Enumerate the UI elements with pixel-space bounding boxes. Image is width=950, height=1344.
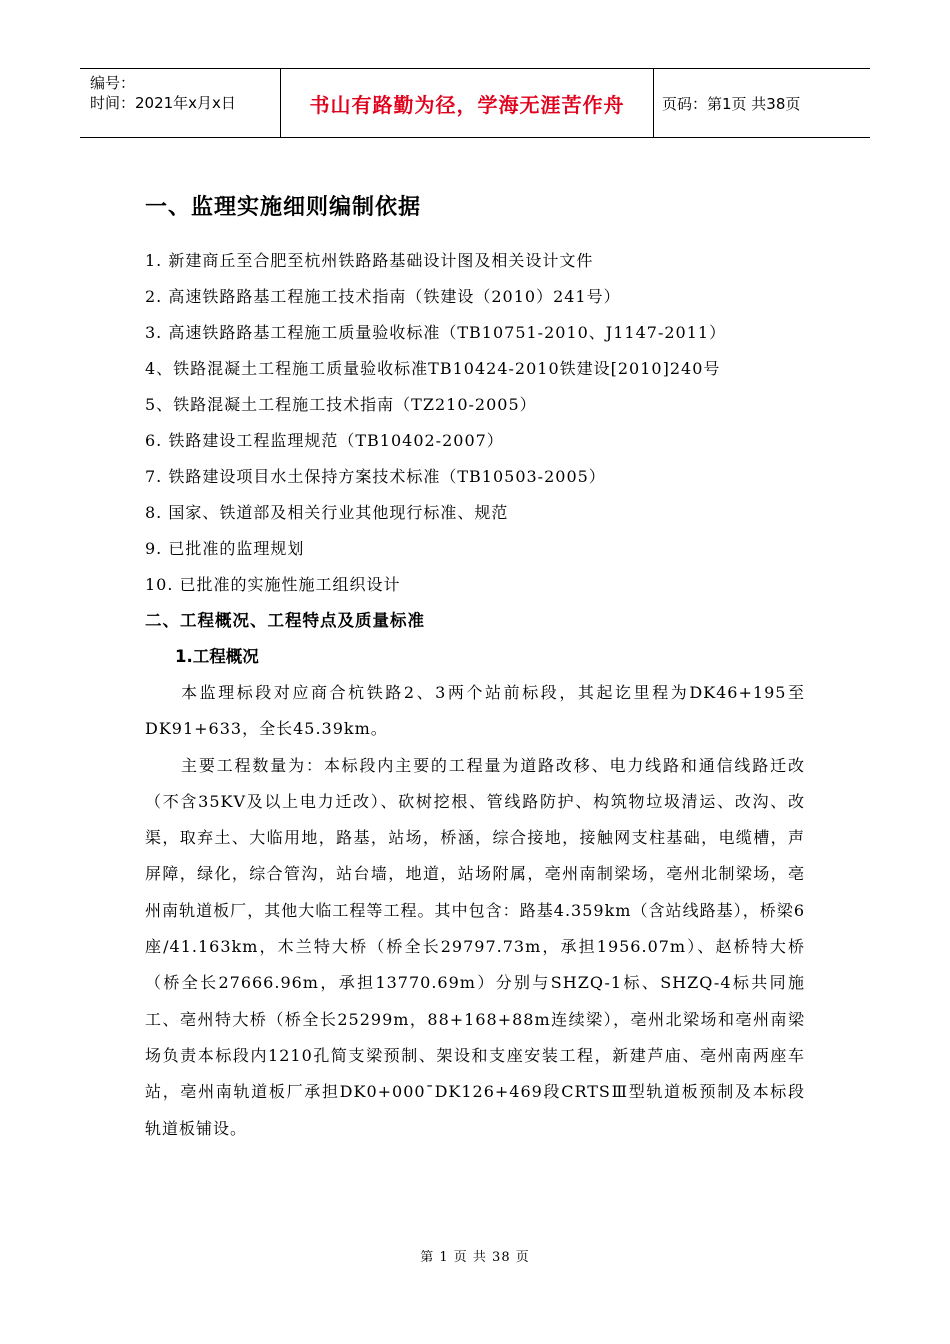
quantities-paragraph: 主要工程数量为：本标段内主要的工程量为道路改移、电力线路和通信线路迁改（不含35KV及以上电力迁改）、砍树挖根、管线路防护、构筑物垃圾清运、改沟、改渠，取弃土、大临用地，路基，站场，桥涵，综合接地，接触网支柱基础，电缆槽，声屏障，绿化，综合管沟，站台墙，地道，站场附属，亳州南制梁场，亳州北制梁场，亳州南轨道板厂，其他大临工程等工程。其中包含：路基4.359km（含站线路基），桥梁6座/41.163km，木兰特大桥（桥全长29797.73m，承担1956.07m）、赵桥特大桥（桥全长27666.96m，承担13770.69m）分别与SHZQ-1标、SHZQ-4标共同施工、亳州特大桥（桥全长25299m，88+168+88m连续梁），亳州北梁场和亳州南梁场负责本标段内1210孔简支梁预制、架设和支座安装工程，新建芦庙、亳州南两座车站，亳州南轨道板厂承担DK0+000¯DK126+469段CRTSⅢ型轨道板预制及本标段轨道板铺设。 xyxy=(145,755,805,1138)
section2-subtitle: 1.工程概况 xyxy=(175,647,259,666)
header-page-code: 页码：第1页 共38页 xyxy=(662,94,801,113)
basis-item: 7. 铁路建设项目水土保持方案技术标准（TB10503-2005） xyxy=(145,467,606,486)
basis-item: 3. 高速铁路路基工程施工质量验收标准（TB10751-2010、J1147-2011） xyxy=(145,323,727,342)
basis-item: 10. 已批准的实施性施工组织设计 xyxy=(145,575,401,594)
basis-item: 9. 已批准的监理规划 xyxy=(145,539,305,558)
number-label: 编号： xyxy=(90,74,136,92)
overview-paragraph: 本监理标段对应商合杭铁路2、3两个站前标段，其起讫里程为DK46+195至DK91+633，全长45.39km。 xyxy=(145,683,805,739)
time-label: 时间：2021年x月x日 xyxy=(90,94,236,112)
section1-title: 一、监理实施细则编制依据 xyxy=(145,195,422,220)
basis-item: 8. 国家、铁道部及相关行业其他现行标准、规范 xyxy=(145,503,509,522)
document-body xyxy=(145,190,805,1147)
header-motto: 书山有路勤为径，学海无涯苦作舟 xyxy=(280,69,654,137)
section2-title: 二、工程概况、工程特点及质量标准 xyxy=(145,611,425,630)
basis-item: 6. 铁路建设工程监理规范（TB10402-2007） xyxy=(145,431,504,450)
header-meta xyxy=(80,69,280,137)
page-header xyxy=(80,68,870,138)
basis-item: 1. 新建商丘至合肥至杭州铁路路基础设计图及相关设计文件 xyxy=(145,251,594,270)
basis-item: 2. 高速铁路路基工程施工技术指南（铁建设（2010）241号） xyxy=(145,287,621,306)
basis-item: 5、铁路混凝土工程施工技术指南（TZ210-2005） xyxy=(145,395,537,414)
basis-item: 4、铁路混凝土工程施工质量验收标准TB10424-2010铁建设[2010]240号 xyxy=(145,359,721,378)
page-footer: 第 1 页 共 38 页 xyxy=(420,1250,530,1265)
